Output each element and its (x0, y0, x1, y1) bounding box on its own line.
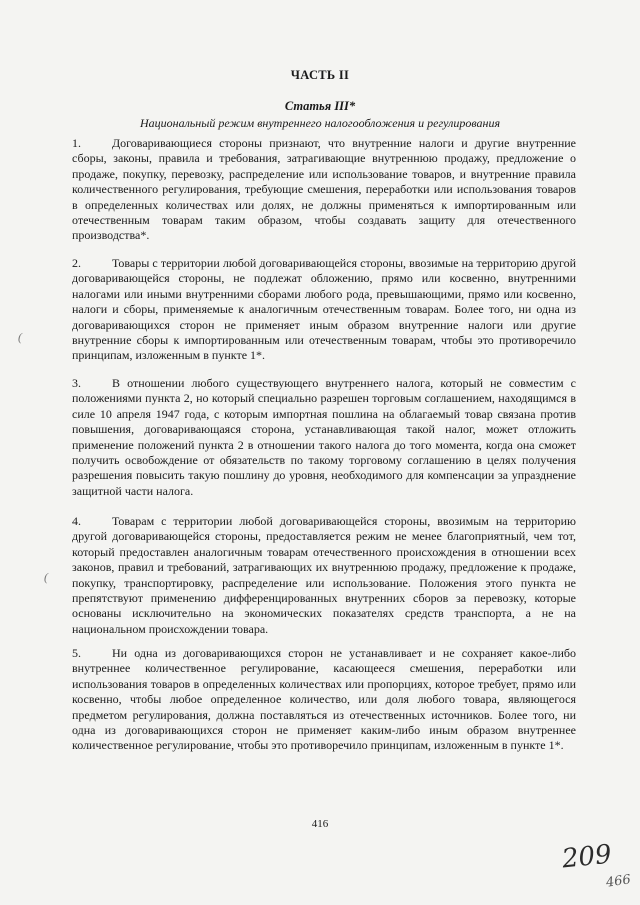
paragraph-number: 3. (72, 376, 81, 390)
paragraph-text: Товары с территории любой договаривающейся стороны, ввозимые на территорию другой договаривающейся стороны, не подлежат обложению, прямо или косвенно, внутренними налогами или иными внутренними сборами любого рода, превышающими, прямо или косвенно, налоги и сборы, применяемые к аналогичным отечественным товарам. Более того, ни одна из договаривающихся сторон не применяет иным образом внутренние налоги или другие внутренние сборы к импортированным или отечественным товарам, чтобы это противоречило принципам, изложенным в пункте 1*. (72, 256, 576, 363)
paragraph-number: 5. (72, 646, 81, 660)
article-title: Статья III* (284, 99, 356, 113)
handwritten-note: 466 (605, 872, 632, 891)
paragraph-1 (72, 136, 576, 244)
paragraph-3 (72, 376, 576, 499)
paragraph-2 (72, 256, 576, 364)
margin-mark: ( (44, 570, 48, 584)
paragraph-number: 2. (72, 256, 81, 270)
page-number: 416 (311, 818, 329, 830)
paragraph-text: Ни одна из договаривающихся сторон не устанавливает и не сохраняет какое-либо внутреннее количественное регулирование, касающееся смешения, переработки или использования товаров в определенных количествах или пропорциях, которое требует, прямо или косвенно, чтобы любое определенное количество, или доля любого товара, являющегося предметом регулирования, должна поставляться из отечественных источников. Более того, ни одна из договаривающихся сторон не применяет каким-либо иным образом внутреннее количественное регулирование, чтобы это противоречило принципам, изложенным в пункте 1*. (72, 646, 576, 753)
paragraph-text: Договаривающиеся стороны признают, что внутренние налоги и другие внутренние сборы, законы, правила и требования, затрагивающие внутреннюю продажу, предложение о продаже, покупку, перевозку, распределение или использование товаров, и внутренние правила количественного регулирования, требующие смешения, переработки или использования товаров в определенных количествах или долях, не должны применяться к импортированным или отечественным товарам таким образом, чтобы создавать защиту для отечественного производства*. (72, 136, 576, 243)
paragraph-number: 4. (72, 514, 81, 528)
handwritten-page-number: 209 (560, 839, 614, 875)
margin-mark: ( (18, 330, 22, 344)
part-title: ЧАСТЬ II (290, 68, 350, 82)
paragraph-text: В отношении любого существующего внутреннего налога, который не совместим с положениями пункта 2, но который специально разрешен торговым соглашением, находящимся в силе 10 апреля 1947 года, с которым импортная пошлина на облагаемый товар связана против повышения, договаривающаяся сторона, устанавливающая такой налог, может отложить применение положений пункта 2 в отношении такого налога до того момента, когда она сможет получить освобождение от обязательств по такому торговому соглашению в целях получения разрешения повысить такую пошлину до уровня, необходимого для компенсации за упразднение защитной части налога. (72, 376, 576, 498)
article-subtitle: Национальный режим внутреннего налогообложения и регулирования (139, 116, 501, 130)
paragraph-number: 1. (72, 136, 81, 150)
paragraph-5 (72, 646, 576, 754)
paragraph-4 (72, 514, 576, 637)
paragraph-text: Товарам с территории любой договаривающейся стороны, ввозимым на территорию другой договаривающейся стороны, предоставляется режим не менее благоприятный, чем тот, который предоставлен аналогичным товарам отечественного происхождения в отношении всех законов, правил и требований, затрагивающих их внутреннюю продажу, предложение к продаже, покупку, транспортировку, распределение или использование. Положения этого пункта не препятствуют применению дифференцированных внутренних сборов за перевозку, которые основаны исключительно на экономических показателях средств транспорта, а не на национальном происхождении товара. (72, 514, 576, 636)
